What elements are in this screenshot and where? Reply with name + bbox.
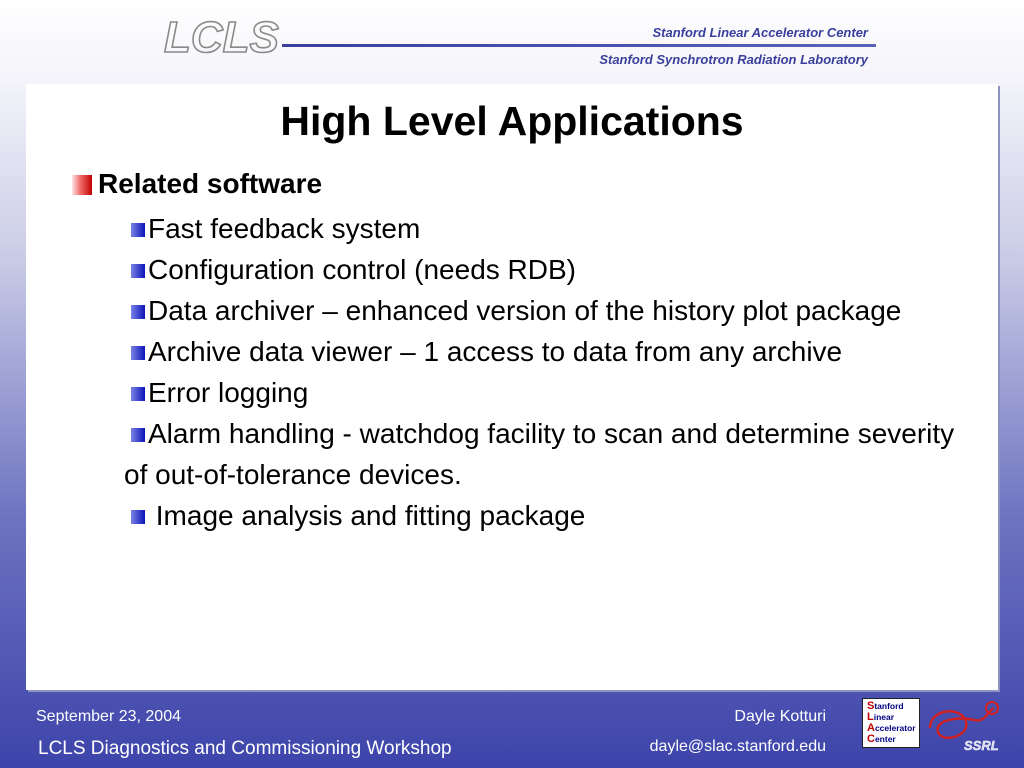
bullet-list <box>124 208 964 536</box>
list-item-text: Fast feedback system <box>148 213 421 244</box>
ssrl-logo <box>922 698 1002 756</box>
slac-logo-line: Stanford <box>867 700 904 712</box>
square-bullet-icon <box>131 510 145 524</box>
slac-logo <box>862 698 920 748</box>
square-bullet-icon <box>131 387 145 401</box>
header-divider <box>282 44 876 47</box>
slac-logo-line: Center <box>867 733 896 745</box>
list-item <box>124 249 964 290</box>
slac-logo-line: Linear <box>867 711 895 723</box>
list-item <box>124 372 964 413</box>
list-item-text: Configuration control (needs RDB) <box>148 254 576 285</box>
square-bullet-icon <box>131 264 145 278</box>
lcls-logo <box>148 10 288 62</box>
footer-workshop: LCLS Diagnostics and Commissioning Workshop <box>38 738 452 759</box>
square-bullet-icon <box>72 175 92 195</box>
list-item-text: Image analysis and fitting package <box>148 500 586 531</box>
list-item <box>124 413 964 495</box>
list-item-text: Alarm handling - watchdog facility to scan and determine severity of out-of-tolerance devices. <box>124 418 955 490</box>
section-heading-text: Related software <box>98 168 323 199</box>
slide-title: High Level Applications <box>280 98 744 144</box>
slide-header <box>0 0 1024 80</box>
square-bullet-icon <box>131 428 145 442</box>
list-item <box>124 331 964 372</box>
footer-author: Dayle Kotturi <box>734 708 826 725</box>
list-item <box>124 208 964 249</box>
square-bullet-icon <box>131 305 145 319</box>
footer-date: September 23, 2004 <box>36 708 181 725</box>
footer-email: dayle@slac.stanford.edu <box>649 738 826 755</box>
lab-name-secondary: Stanford Synchrotron Radiation Laboratory <box>599 52 868 67</box>
lab-name: Stanford Linear Accelerator Center <box>652 25 868 40</box>
square-bullet-icon <box>131 346 145 360</box>
list-item-text: Error logging <box>148 377 309 408</box>
list-item-text: Archive data viewer – 1 access to data from any archive <box>148 336 843 367</box>
square-bullet-icon <box>131 223 145 237</box>
list-item-text: Data archiver – enhanced version of the history plot package <box>148 295 902 326</box>
list-item <box>124 495 964 536</box>
lcls-logo-text: LCLS <box>164 13 279 62</box>
list-item <box>124 290 964 331</box>
slide-content-panel <box>26 84 998 690</box>
section-heading <box>72 168 322 200</box>
ssrl-logo-text: SSRL <box>964 738 999 753</box>
slac-logo-line: Accelerator <box>867 722 916 734</box>
